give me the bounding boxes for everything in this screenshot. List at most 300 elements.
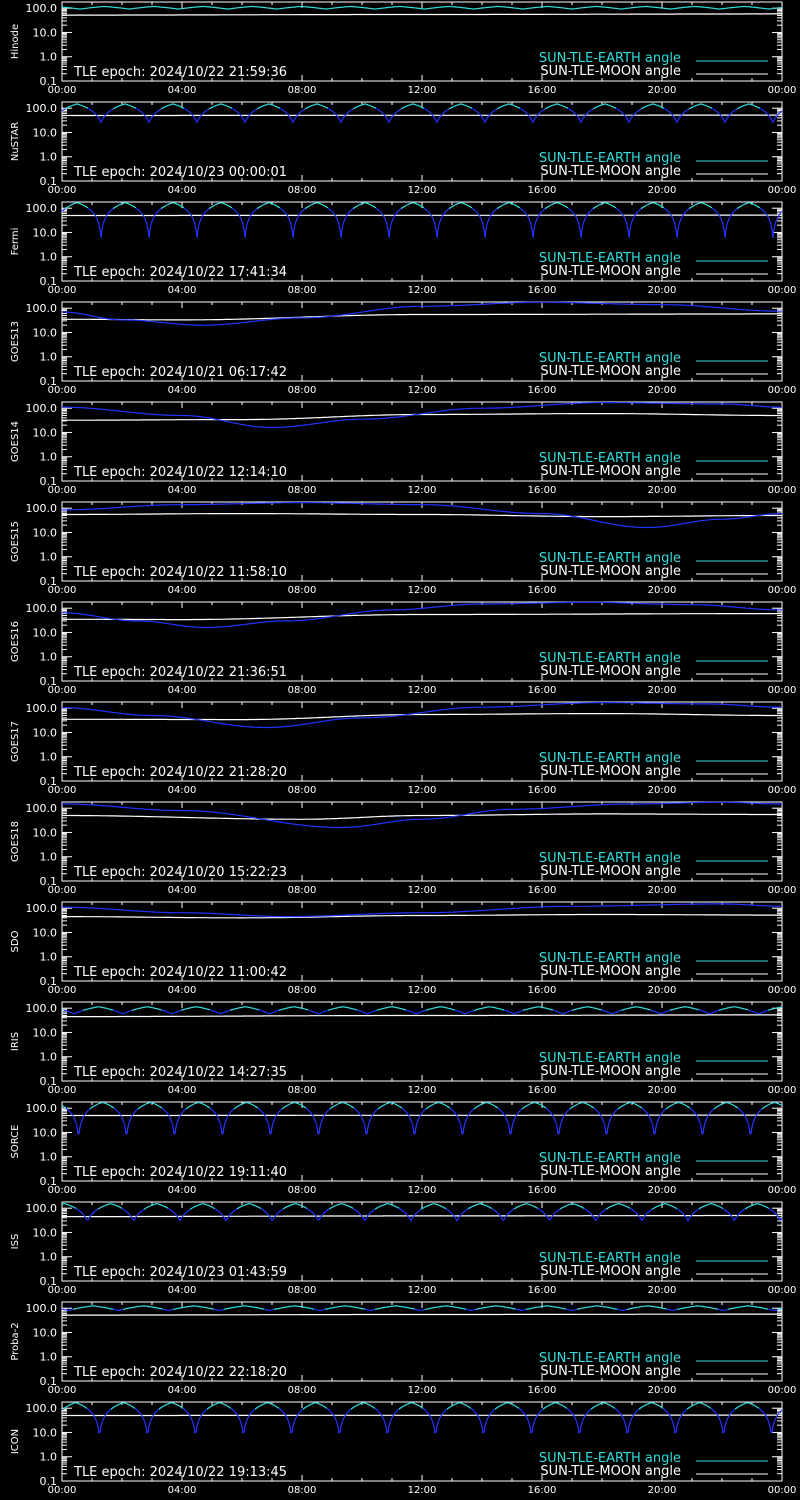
- x-tick-label: 00:00: [767, 85, 797, 96]
- earth-angle-line: [723, 1209, 745, 1221]
- tle-epoch-text: TLE epoch: 2024/10/20 15:22:23: [74, 865, 288, 880]
- earth-angle-line: [621, 1007, 651, 1011]
- earth-angle-line: [572, 1007, 602, 1011]
- y-tick-label: 10.0: [32, 1226, 57, 1240]
- earth-angle-line: [375, 1306, 415, 1310]
- earth-angle-line: [618, 1103, 642, 1109]
- earth-angle-line: [768, 1309, 778, 1310]
- x-tick-label: 16:00: [527, 585, 557, 596]
- earth-angle-line: [162, 1108, 186, 1134]
- x-tick-label: 20:00: [647, 585, 677, 596]
- panel-goes16: [10, 602, 796, 696]
- earth-angle-line: [113, 203, 136, 209]
- moon-angle-line: [62, 1015, 782, 1017]
- earth-angle-line: [159, 1403, 183, 1409]
- y-tick-label: 0.1: [39, 1275, 57, 1288]
- panel-iss: [10, 1202, 796, 1296]
- x-tick-label: 16:00: [527, 1085, 557, 1096]
- earth-angle-line: [719, 1007, 748, 1011]
- y-tick-label: 10.0: [32, 1426, 57, 1440]
- x-tick-label: 12:00: [407, 485, 437, 496]
- earth-angle-line: [406, 1010, 426, 1014]
- earth-angle-line: [234, 1103, 258, 1109]
- earth-angle-line: [663, 1408, 687, 1432]
- tle-epoch-text: TLE epoch: 2024/10/22 21:36:51: [74, 665, 288, 680]
- earth-angle-line: [495, 1403, 519, 1409]
- earth-angle-line: [138, 1103, 162, 1109]
- y-tick-label: 10.0: [32, 426, 57, 440]
- y-tick-label: 1.0: [39, 950, 57, 964]
- x-tick-label: 00:00: [767, 285, 797, 296]
- earth-angle-line: [88, 208, 113, 238]
- earth-angle-line: [353, 1208, 375, 1220]
- earth-angle-line: [76, 1209, 98, 1220]
- earth-angle-line: [446, 1209, 468, 1221]
- x-tick-label: 00:00: [47, 785, 77, 796]
- earth-angle-line: [303, 1403, 327, 1409]
- moon-angle-line: [62, 514, 782, 517]
- x-tick-label: 12:00: [407, 885, 437, 896]
- y-tick-label: 1.0: [39, 50, 57, 64]
- x-tick-label: 16:00: [527, 1185, 557, 1196]
- earth-angle-line: [677, 1306, 718, 1310]
- satellite-label: NuSTAR: [10, 121, 21, 162]
- x-tick-label: 00:00: [767, 985, 797, 996]
- x-tick-label: 12:00: [407, 85, 437, 96]
- x-tick-label: 00:00: [47, 685, 77, 696]
- x-tick-label: 00:00: [47, 1485, 77, 1496]
- x-tick-label: 20:00: [647, 485, 677, 496]
- earth-angle-line: [712, 208, 737, 238]
- y-tick-label: 100.0: [25, 802, 57, 816]
- tle-epoch-text: TLE epoch: 2024/10/21 06:17:42: [74, 365, 288, 380]
- earth-angle-line: [584, 1208, 606, 1220]
- legend-moon-label: SUN-TLE-MOON angle: [540, 564, 681, 579]
- x-tick-label: 12:00: [407, 585, 437, 596]
- earth-angle-line: [305, 104, 328, 109]
- earth-angle-line: [122, 1208, 144, 1220]
- earth-angle-line: [62, 1010, 64, 1011]
- panel-goes17: [10, 702, 796, 796]
- earth-angle-line: [591, 1403, 615, 1409]
- legend-earth-label: SUN-TLE-EARTH angle: [538, 151, 681, 166]
- moon-angle-line: [62, 414, 782, 421]
- earth-angle-line: [670, 1007, 699, 1011]
- earth-angle-line: [351, 1403, 375, 1409]
- earth-angle-line: [415, 1309, 425, 1310]
- earth-angle-line: [190, 1204, 215, 1210]
- legend-earth-label: SUN-TLE-EARTH angle: [538, 951, 681, 966]
- earth-angle-line: [498, 1108, 522, 1134]
- satellite-label: Fermi: [10, 227, 21, 256]
- panel-proba-2: [10, 1302, 796, 1396]
- x-tick-label: 08:00: [287, 585, 317, 596]
- satellite-label: GOES15: [10, 520, 21, 563]
- x-tick-label: 08:00: [287, 385, 317, 396]
- earth-angle-line: [546, 1108, 570, 1134]
- x-tick-label: 08:00: [287, 1085, 317, 1096]
- x-tick-label: 12:00: [407, 1485, 437, 1496]
- earth-angle-line: [737, 203, 760, 209]
- x-tick-label: 08:00: [287, 1385, 317, 1396]
- legend-earth-label: SUN-TLE-EARTH angle: [538, 451, 681, 466]
- y-tick-label: 10.0: [32, 1026, 57, 1040]
- y-tick-label: 0.1: [39, 375, 57, 388]
- x-tick-label: 04:00: [167, 85, 197, 96]
- y-tick-label: 0.1: [39, 175, 57, 188]
- earth-angle-line: [711, 1408, 735, 1432]
- x-tick-label: 04:00: [167, 885, 197, 896]
- earth-angle-line: [455, 1010, 474, 1014]
- x-tick-label: 04:00: [167, 585, 197, 596]
- earth-angle-line: [183, 1408, 207, 1432]
- earth-angle-line: [329, 1204, 353, 1209]
- earth-angle-line: [83, 1007, 113, 1011]
- x-tick-label: 16:00: [527, 385, 557, 396]
- satellite-label: ICON: [10, 1428, 21, 1455]
- moon-angle-line: [62, 614, 782, 620]
- y-tick-label: 1.0: [39, 250, 57, 264]
- x-tick-label: 00:00: [47, 885, 77, 896]
- y-tick-label: 0.1: [39, 675, 57, 688]
- earth-angle-line: [602, 1010, 621, 1014]
- earth-angle-line: [664, 208, 689, 238]
- x-tick-label: 00:00: [767, 1385, 797, 1396]
- x-tick-label: 04:00: [167, 1185, 197, 1196]
- x-tick-label: 20:00: [647, 1085, 677, 1096]
- x-tick-label: 00:00: [767, 185, 797, 196]
- y-tick-label: 100.0: [25, 2, 57, 16]
- y-tick-label: 10.0: [32, 126, 57, 140]
- earth-angle-line: [280, 208, 305, 238]
- earth-angle-line: [421, 1204, 446, 1210]
- earth-angle-line: [353, 203, 376, 209]
- earth-angle-line: [215, 1209, 237, 1221]
- tle-epoch-text: TLE epoch: 2024/10/22 21:59:36: [74, 65, 288, 80]
- y-tick-label: 100.0: [25, 102, 57, 116]
- x-tick-label: 12:00: [407, 985, 437, 996]
- earth-angle-line: [543, 1403, 567, 1409]
- x-tick-label: 08:00: [287, 485, 317, 496]
- tle-epoch-text: TLE epoch: 2024/10/23 01:43:59: [74, 1265, 288, 1280]
- earth-angle-line: [90, 1103, 114, 1109]
- legend-moon-label: SUN-TLE-MOON angle: [540, 64, 681, 79]
- earth-angle-line: [545, 203, 568, 209]
- satellite-label: Proba-2: [10, 1322, 21, 1361]
- y-tick-label: 0.1: [39, 1475, 57, 1488]
- legend-earth-label: SUN-TLE-EARTH angle: [538, 351, 681, 366]
- earth-angle-line: [690, 1108, 714, 1134]
- earth-angle-line: [471, 1408, 495, 1432]
- y-tick-label: 1.0: [39, 750, 57, 764]
- earth-angle-line: [426, 1007, 455, 1010]
- x-tick-label: 08:00: [287, 785, 317, 796]
- earth-angle-line: [207, 1403, 231, 1409]
- x-tick-label: 00:00: [767, 685, 797, 696]
- x-tick-label: 20:00: [647, 785, 677, 796]
- earth-angle-line: [447, 1403, 471, 1409]
- earth-angle-line: [353, 104, 376, 109]
- earth-angle-line: [136, 208, 161, 238]
- earth-angle-line: [305, 203, 328, 209]
- x-tick-label: 20:00: [647, 1285, 677, 1296]
- earth-angle-line: [745, 1204, 769, 1209]
- y-tick-label: 100.0: [25, 202, 57, 216]
- x-tick-label: 00:00: [47, 1385, 77, 1396]
- earth-angle-line: [568, 208, 593, 238]
- earth-angle-line: [466, 1309, 476, 1310]
- y-tick-label: 0.1: [39, 875, 57, 888]
- earth-angle-line: [401, 203, 424, 209]
- earth-angle-line: [98, 1204, 122, 1209]
- earth-angle-line: [567, 1408, 591, 1432]
- x-tick-label: 12:00: [407, 385, 437, 396]
- x-tick-label: 16:00: [527, 185, 557, 196]
- earth-angle-line: [652, 1204, 677, 1210]
- y-tick-label: 100.0: [25, 1302, 57, 1316]
- earth-angle-line: [667, 1309, 677, 1310]
- earth-angle-line: [161, 203, 184, 209]
- earth-angle-line: [237, 1204, 261, 1209]
- earth-angle-line: [283, 1204, 307, 1209]
- earth-angle-line: [526, 1306, 566, 1310]
- earth-angle-line: [113, 1309, 123, 1310]
- earth-angle-line: [472, 208, 497, 238]
- x-tick-label: 00:00: [47, 485, 77, 496]
- earth-angle-line: [520, 208, 545, 238]
- y-tick-label: 100.0: [25, 402, 57, 416]
- x-tick-label: 20:00: [647, 985, 677, 996]
- x-tick-label: 00:00: [767, 585, 797, 596]
- x-tick-label: 12:00: [407, 1385, 437, 1396]
- earth-angle-line: [135, 1408, 159, 1432]
- earth-angle-line: [666, 1103, 690, 1109]
- earth-angle-line: [641, 104, 664, 109]
- y-tick-label: 100.0: [25, 902, 57, 916]
- y-tick-label: 0.1: [39, 1175, 57, 1188]
- x-tick-label: 04:00: [167, 1285, 197, 1296]
- earth-angle-line: [261, 1209, 283, 1221]
- earth-angle-line: [274, 1306, 314, 1310]
- x-tick-label: 00:00: [767, 785, 797, 796]
- x-tick-label: 16:00: [527, 1285, 557, 1296]
- y-tick-label: 100.0: [25, 1402, 57, 1416]
- y-tick-label: 100.0: [25, 702, 57, 716]
- legend-earth-label: SUN-TLE-EARTH angle: [538, 551, 681, 566]
- earth-angle-line: [538, 1209, 560, 1220]
- panel-goes13: [10, 302, 796, 396]
- tle-epoch-text: TLE epoch: 2024/10/22 19:11:40: [74, 1165, 288, 1180]
- earth-angle-line: [144, 1204, 168, 1210]
- x-tick-label: 00:00: [767, 1085, 797, 1096]
- legend-moon-label: SUN-TLE-MOON angle: [540, 1464, 681, 1479]
- legend-earth-label: SUN-TLE-EARTH angle: [538, 1051, 681, 1066]
- earth-angle-line: [425, 1306, 466, 1310]
- x-tick-label: 20:00: [647, 885, 677, 896]
- x-tick-label: 16:00: [527, 785, 557, 796]
- x-tick-label: 20:00: [647, 185, 677, 196]
- tle-epoch-text: TLE epoch: 2024/10/22 21:28:20: [74, 765, 288, 780]
- earth-angle-line: [651, 1010, 670, 1014]
- x-tick-label: 00:00: [767, 1285, 797, 1296]
- earth-angle-line: [377, 1007, 406, 1011]
- x-tick-label: 08:00: [287, 185, 317, 196]
- x-tick-label: 04:00: [167, 985, 197, 996]
- satellite-label: SORCE: [10, 1124, 21, 1159]
- x-tick-label: 04:00: [167, 285, 197, 296]
- x-tick-label: 16:00: [527, 685, 557, 696]
- earth-angle-line: [264, 1309, 274, 1310]
- y-tick-label: 1.0: [39, 850, 57, 864]
- y-tick-label: 0.1: [39, 1375, 57, 1388]
- earth-angle-line: [519, 1408, 543, 1432]
- x-tick-label: 16:00: [527, 1385, 557, 1396]
- earth-angle-line: [255, 1403, 279, 1409]
- earth-angle-line: [306, 1108, 330, 1134]
- earth-angle-line: [357, 1010, 377, 1014]
- earth-angle-line: [714, 1103, 738, 1109]
- y-tick-label: 1.0: [39, 1450, 57, 1464]
- earth-angle-line: [328, 208, 353, 238]
- tle-epoch-text: TLE epoch: 2024/10/22 19:13:45: [74, 1465, 288, 1480]
- y-tick-label: 100.0: [25, 602, 57, 616]
- x-tick-label: 20:00: [647, 1385, 677, 1396]
- satellite-label: IRIS: [10, 1031, 21, 1052]
- satellite-label: GOES13: [10, 320, 21, 363]
- x-tick-label: 20:00: [647, 1185, 677, 1196]
- earth-angle-line: [738, 1108, 762, 1134]
- earth-angle-line: [468, 1204, 492, 1209]
- x-tick-label: 00:00: [47, 1285, 77, 1296]
- earth-angle-line: [330, 1103, 354, 1109]
- y-tick-label: 1.0: [39, 650, 57, 664]
- earth-angle-line: [593, 104, 616, 109]
- earth-angle-line: [616, 208, 641, 238]
- panel-sorce: [10, 1102, 796, 1196]
- satellite-label: GOES16: [10, 620, 21, 663]
- earth-angle-line: [214, 1309, 224, 1310]
- earth-angle-line: [523, 1007, 553, 1011]
- panel-goes15: [10, 502, 796, 596]
- legend-earth-label: SUN-TLE-EARTH angle: [538, 251, 681, 266]
- x-tick-label: 00:00: [767, 1485, 797, 1496]
- legend-moon-label: SUN-TLE-MOON angle: [540, 1264, 681, 1279]
- earth-angle-line: [476, 1306, 516, 1310]
- earth-angle-line: [615, 1408, 639, 1432]
- earth-angle-line: [639, 1403, 663, 1409]
- x-tick-label: 20:00: [647, 385, 677, 396]
- x-tick-label: 16:00: [527, 1485, 557, 1496]
- earth-angle-line: [328, 1007, 357, 1011]
- y-tick-label: 100.0: [25, 1102, 57, 1116]
- earth-angle-line: [566, 1309, 577, 1310]
- earth-angle-line: [232, 208, 257, 238]
- tle-epoch-text: TLE epoch: 2024/10/22 17:41:34: [74, 265, 288, 280]
- moon-angle-line: [62, 1314, 782, 1315]
- x-tick-label: 04:00: [167, 1085, 197, 1096]
- earth-angle-line: [87, 1408, 111, 1432]
- earth-angle-line: [62, 1409, 63, 1410]
- y-tick-label: 1.0: [39, 1250, 57, 1264]
- x-tick-label: 12:00: [407, 1185, 437, 1196]
- earth-angle-line: [168, 1208, 190, 1221]
- legend-moon-label: SUN-TLE-MOON angle: [540, 964, 681, 979]
- x-tick-label: 00:00: [767, 485, 797, 496]
- earth-angle-line: [257, 104, 280, 109]
- earth-angle-line: [641, 203, 664, 209]
- x-tick-label: 08:00: [287, 1185, 317, 1196]
- x-tick-label: 16:00: [527, 985, 557, 996]
- x-tick-label: 04:00: [167, 485, 197, 496]
- earth-angle-line: [123, 1306, 163, 1310]
- legend-earth-label: SUN-TLE-EARTH angle: [538, 1151, 681, 1166]
- x-tick-label: 16:00: [527, 485, 557, 496]
- y-tick-label: 10.0: [32, 726, 57, 740]
- legend-earth-label: SUN-TLE-EARTH angle: [538, 751, 681, 766]
- earth-angle-line: [728, 1306, 768, 1310]
- legend-moon-label: SUN-TLE-MOON angle: [540, 1064, 681, 1079]
- earth-angle-line: [492, 1209, 514, 1221]
- x-tick-label: 00:00: [47, 385, 77, 396]
- x-tick-label: 08:00: [287, 985, 317, 996]
- earth-angle-line: [279, 1408, 303, 1432]
- y-tick-label: 10.0: [32, 1326, 57, 1340]
- x-tick-label: 00:00: [47, 185, 77, 196]
- y-tick-label: 1.0: [39, 550, 57, 564]
- y-tick-label: 100.0: [25, 502, 57, 516]
- panel-fermi: [10, 202, 796, 296]
- earth-angle-line: [258, 1108, 282, 1134]
- y-tick-label: 1.0: [39, 150, 57, 164]
- legend-moon-label: SUN-TLE-MOON angle: [540, 464, 681, 479]
- earth-angle-line: [327, 1408, 351, 1432]
- x-tick-label: 04:00: [167, 385, 197, 396]
- earth-angle-line: [259, 1010, 279, 1014]
- y-tick-label: 10.0: [32, 826, 57, 840]
- legend-moon-label: SUN-TLE-MOON angle: [540, 864, 681, 879]
- y-tick-label: 10.0: [32, 926, 57, 940]
- earth-angle-line: [184, 208, 209, 238]
- x-tick-label: 20:00: [647, 85, 677, 96]
- earth-angle-line: [113, 1010, 132, 1014]
- panel-icon: [10, 1402, 796, 1496]
- earth-angle-line: [570, 1103, 594, 1109]
- x-tick-label: 04:00: [167, 1385, 197, 1396]
- legend-earth-label: SUN-TLE-EARTH angle: [538, 1451, 681, 1466]
- earth-angle-line: [399, 1208, 421, 1221]
- x-tick-label: 16:00: [527, 885, 557, 896]
- y-tick-label: 1.0: [39, 1050, 57, 1064]
- tle-epoch-text: TLE epoch: 2024/10/22 12:14:10: [74, 465, 288, 480]
- x-tick-label: 04:00: [167, 1485, 197, 1496]
- earth-angle-line: [423, 1408, 447, 1432]
- x-tick-label: 00:00: [47, 585, 77, 596]
- earth-angle-line: [186, 1103, 210, 1109]
- y-tick-label: 10.0: [32, 626, 57, 640]
- tle-epoch-text: TLE epoch: 2024/10/22 22:18:20: [74, 1365, 288, 1380]
- earth-angle-line: [73, 1306, 113, 1309]
- satellite-label: GOES14: [10, 420, 21, 463]
- earth-angle-line: [111, 1403, 135, 1409]
- moon-angle-line: [62, 814, 782, 819]
- x-tick-label: 08:00: [287, 85, 317, 96]
- earth-angle-line: [354, 1108, 378, 1134]
- y-tick-label: 0.1: [39, 775, 57, 788]
- y-tick-label: 0.1: [39, 475, 57, 488]
- earth-angle-line: [504, 1010, 523, 1014]
- y-tick-label: 1.0: [39, 450, 57, 464]
- earth-angle-line: [642, 1108, 666, 1134]
